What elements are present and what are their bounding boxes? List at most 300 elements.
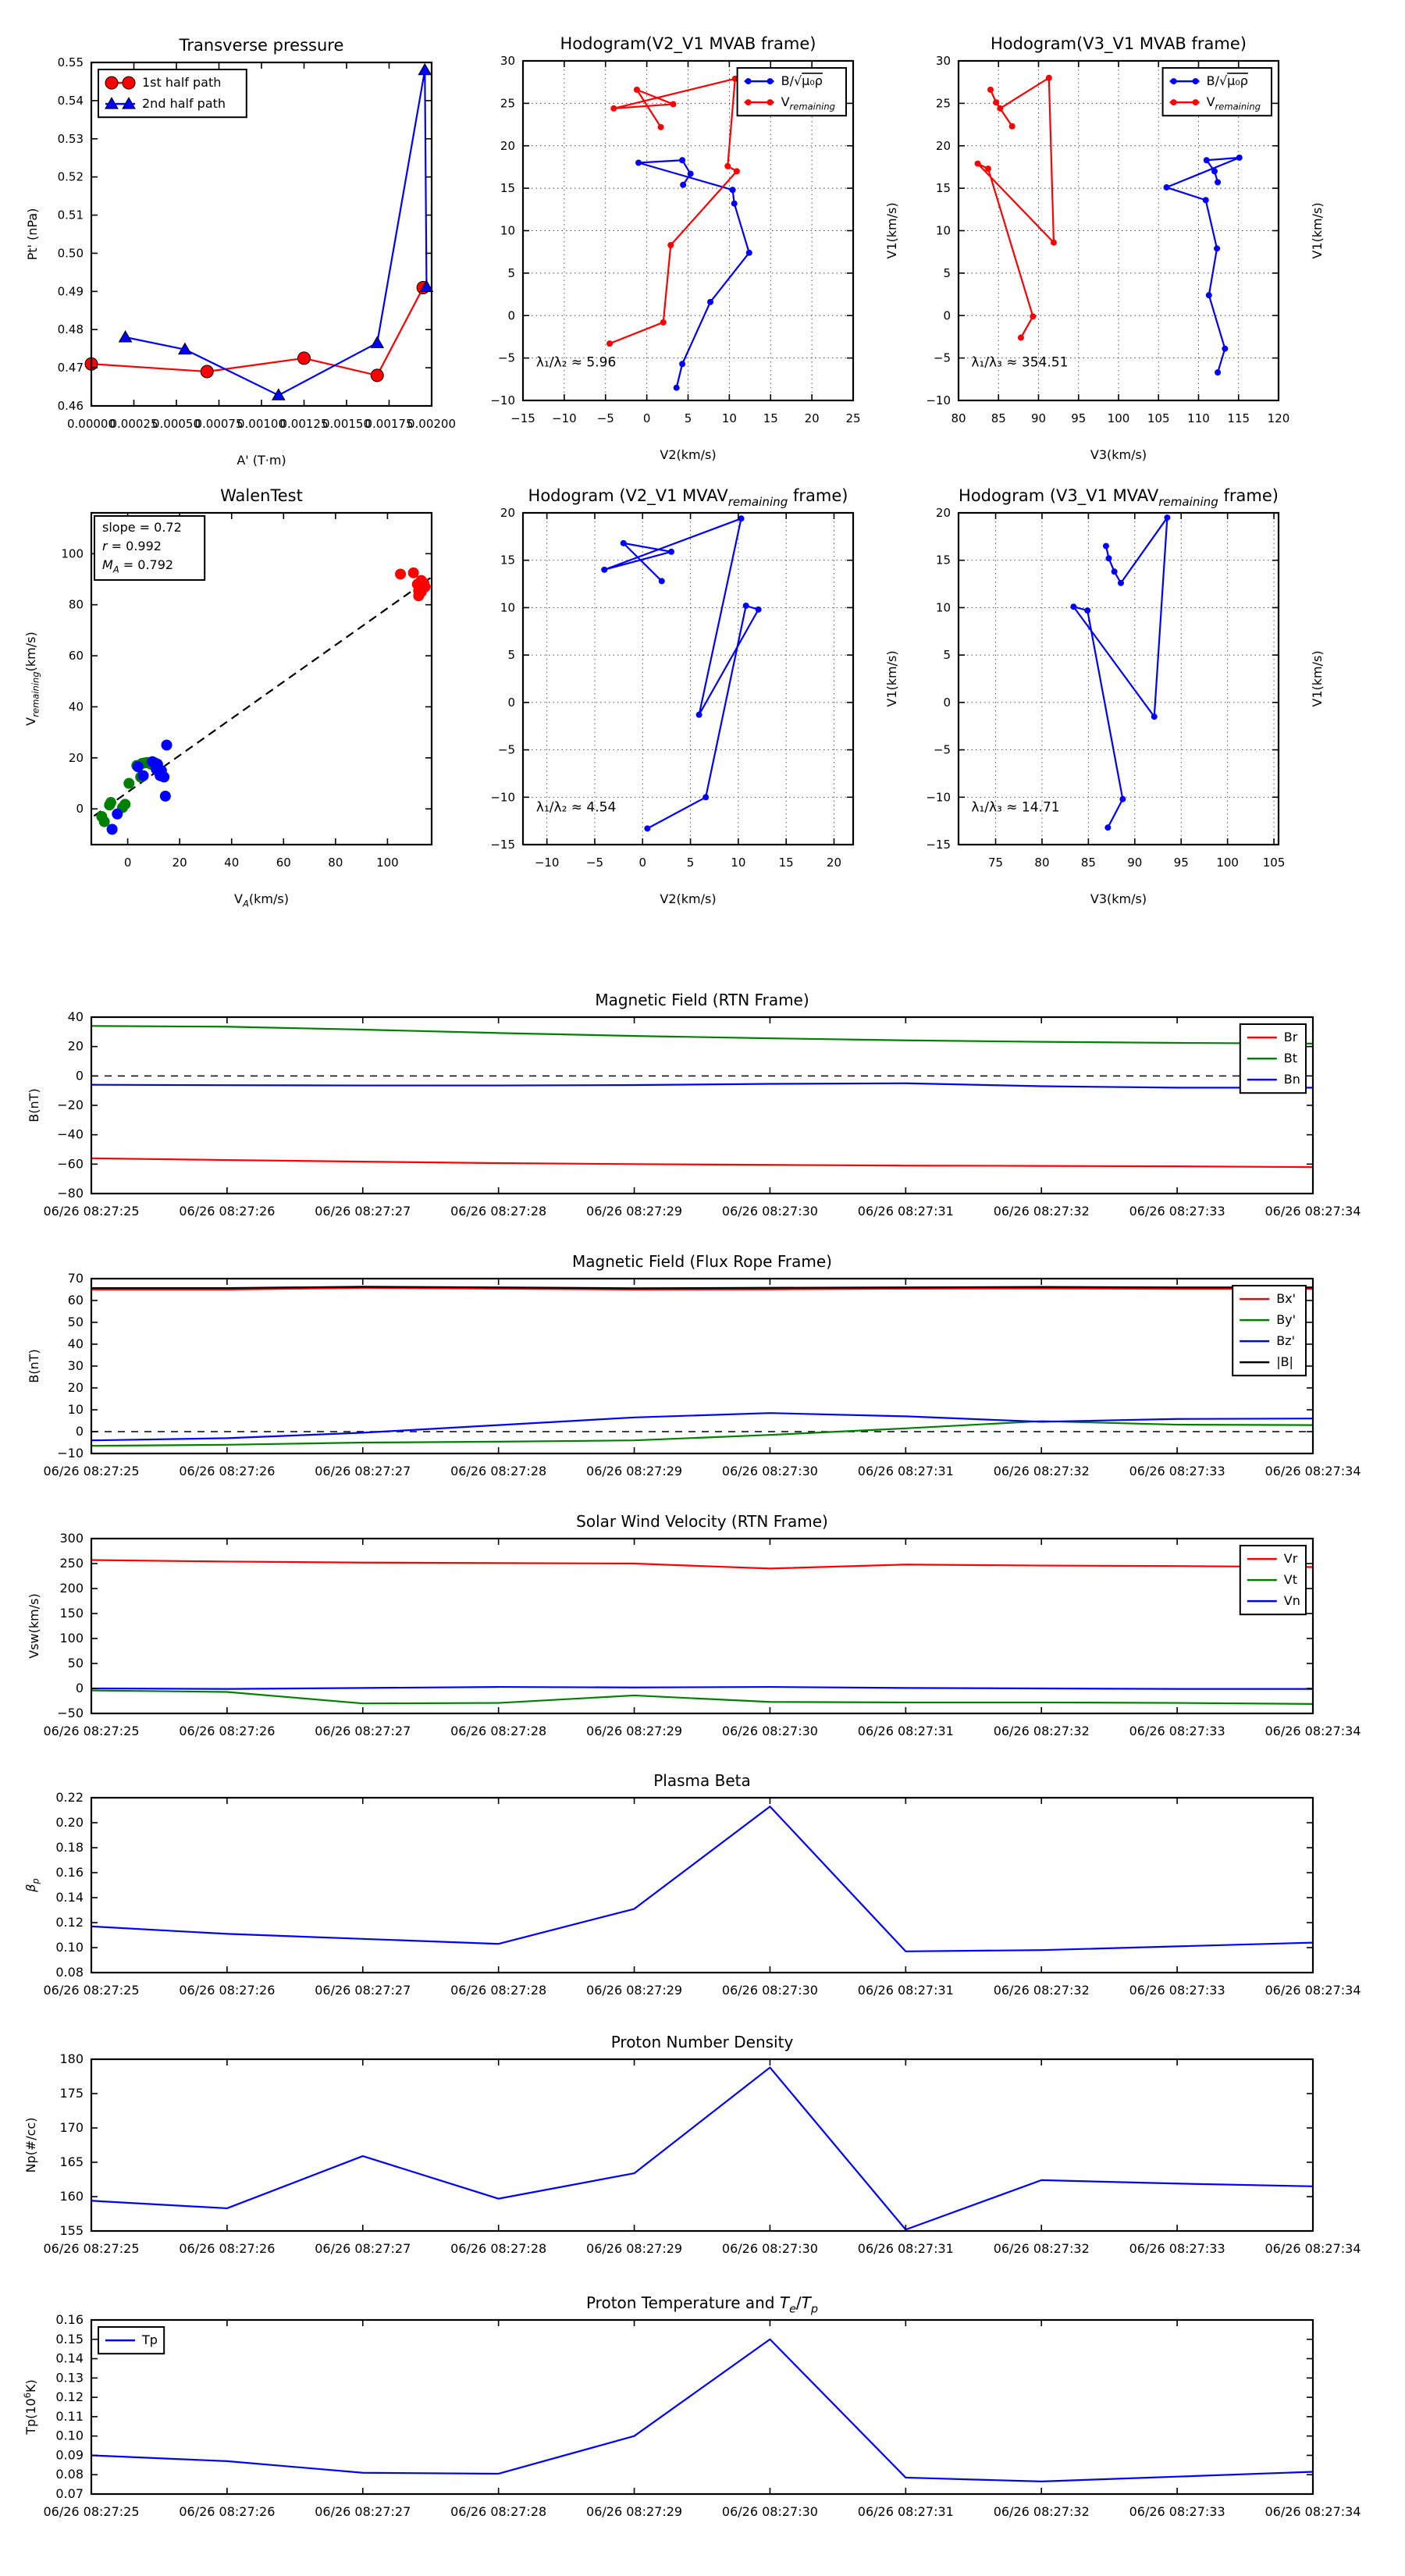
y-tick-label: 155 [59, 2223, 84, 2238]
plot-hodogram-v3v1-mvab [926, 34, 1325, 462]
x-tick-label: 06/26 08:27:34 [1264, 2504, 1361, 2519]
x-tick-label: 115 [1227, 411, 1250, 425]
x-tick-label: 100 [1216, 856, 1239, 870]
plot-title: Hodogram(V2_V1 MVAB frame) [560, 34, 816, 53]
y-tick-label: 0 [75, 1424, 84, 1439]
y-tick-label: 80 [68, 597, 84, 612]
x-tick-label: 95 [1173, 856, 1189, 870]
x-tick-label: 06/26 08:27:26 [179, 2241, 276, 2256]
series-Bz-prime [91, 1413, 1313, 1440]
x-tick-label: 06/26 08:27:33 [1129, 1204, 1225, 1219]
ticks [91, 1798, 1313, 1973]
x-tick-label: 06/26 08:27:26 [179, 1464, 276, 1478]
y-axis-label: Pt' (nPa) [25, 208, 40, 261]
plot-solar-wind-velocity [27, 1512, 1361, 1738]
y-tick-label: 0.52 [57, 169, 84, 184]
x-tick-label: 06/26 08:27:26 [179, 1724, 276, 1738]
legend [1163, 68, 1272, 116]
plot-title: Plasma Beta [653, 1771, 751, 1790]
x-tick-label: 80 [1034, 856, 1050, 870]
x-tick-label: 06/26 08:27:30 [721, 1983, 818, 1998]
y-tick-label: 0 [943, 695, 951, 710]
series-Vr [91, 1560, 1313, 1569]
x-tick-label: 06/26 08:27:28 [450, 2504, 547, 2519]
plot-title: Solar Wind Velocity (RTN Frame) [576, 1512, 828, 1531]
x-tick-label: 100 [376, 856, 399, 870]
x-tick-label: 120 [1267, 411, 1290, 425]
x-tick-label: 06/26 08:27:34 [1264, 1983, 1361, 1998]
annotation: λ₁/λ₃ ≈ 354.51 [971, 354, 1069, 371]
y-tick-label: 15 [935, 553, 951, 568]
x-tick-label: −15 [510, 411, 535, 425]
plot-hodogram-v3v1-mvav [926, 486, 1325, 906]
x-tick-label: 06/26 08:27:26 [179, 2504, 276, 2519]
x-tick-label: 06/26 08:27:31 [857, 2504, 954, 2519]
y-tick-label: −5 [497, 350, 515, 365]
y-tick-label: 10 [500, 223, 515, 238]
x-tick-label: 0 [642, 411, 651, 425]
x-tick-label: 06/26 08:27:28 [450, 1204, 547, 1219]
series-V-hodogram [601, 515, 761, 831]
x-tick-label: 06/26 08:27:25 [43, 1724, 140, 1738]
ticks [91, 1279, 1313, 1453]
y-tick-label: 250 [59, 1556, 84, 1571]
y-tick-label: 15 [500, 553, 515, 568]
legend-label: 2nd half path [142, 96, 226, 112]
y-axis-label: Np(#/cc) [23, 2117, 38, 2173]
y-tick-label: 0 [943, 308, 951, 323]
ticks [91, 2059, 1313, 2231]
series-beta-p [91, 1806, 1313, 1952]
plot-title: WalenTest [220, 486, 303, 505]
y-axis-label: Vsw(km/s) [27, 1593, 41, 1659]
x-tick-label: 06/26 08:27:34 [1264, 2241, 1361, 2256]
x-tick-label: 06/26 08:27:29 [586, 2504, 683, 2519]
x-axis-label: A' (T·m) [237, 453, 286, 468]
y-tick-label: 0.08 [55, 1965, 84, 1980]
ticks [959, 513, 1279, 845]
x-tick-label: 105 [1147, 411, 1170, 425]
x-tick-label: 06/26 08:27:32 [993, 2241, 1090, 2256]
y-tick-label: 300 [59, 1531, 84, 1546]
x-tick-label: 80 [951, 411, 966, 425]
x-tick-label: 75 [987, 856, 1004, 870]
plot-hodogram-v2v1-mvav [490, 486, 899, 906]
axes-frame [91, 1017, 1313, 1194]
y-tick-label: 5 [507, 648, 515, 663]
y-tick-label: −10 [926, 393, 951, 407]
x-tick-label: 0.00025 [109, 417, 158, 431]
y-tick-label: 0.10 [55, 1940, 84, 1955]
x-axis-label: V3(km/s) [1090, 891, 1147, 906]
y-axis-label: V1(km/s) [1310, 202, 1325, 259]
y-tick-label: 10 [67, 1402, 84, 1417]
y-tick-label: 10 [500, 600, 515, 615]
y-tick-label: −60 [57, 1156, 84, 1172]
x-tick-label: 06/26 08:27:31 [857, 2241, 954, 2256]
series-Tp [91, 2339, 1313, 2482]
y-tick-label: 0.11 [55, 2408, 84, 2424]
axes-frame [91, 1279, 1313, 1453]
x-tick-label: 06/26 08:27:32 [993, 1204, 1090, 1219]
y-tick-label: 25 [500, 96, 515, 111]
y-tick-label: 0.20 [55, 1815, 84, 1830]
y-tick-label: −10 [926, 790, 951, 805]
x-tick-label: 06/26 08:27:33 [1129, 1724, 1225, 1738]
x-tick-label: 25 [845, 411, 861, 425]
scatter-second-half-points [107, 740, 173, 835]
y-axis-label: $\beta_p$ [23, 1878, 41, 1892]
x-tick-label: 06/26 08:27:32 [993, 1983, 1090, 1998]
y-tick-label: 0.53 [57, 131, 84, 146]
x-tick-label: 0 [638, 856, 647, 870]
y-tick-label: 50 [67, 1656, 84, 1670]
scatter-outside-points [395, 568, 431, 601]
y-tick-label: 20 [500, 506, 515, 520]
annotation: λ₁/λ₃ ≈ 14.71 [971, 799, 1060, 816]
x-tick-label: −10 [552, 411, 577, 425]
y-tick-label: 0 [507, 308, 515, 323]
x-tick-label: 06/26 08:27:32 [993, 2504, 1090, 2519]
plot-title: Transverse pressure [179, 36, 344, 55]
x-tick-label: 40 [224, 856, 240, 870]
x-tick-label: 110 [1187, 411, 1210, 425]
y-tick-label: 60 [68, 649, 84, 664]
y-tick-label: 180 [59, 2051, 84, 2066]
y-tick-label: 0 [76, 802, 84, 817]
x-tick-label: 5 [684, 411, 692, 425]
stats-box [94, 516, 205, 580]
x-tick-label: 0.00075 [194, 417, 244, 431]
x-tick-label: 20 [804, 411, 820, 425]
y-tick-label: 100 [61, 546, 84, 561]
y-tick-label: −40 [57, 1126, 84, 1142]
y-tick-label: 30 [500, 54, 515, 68]
y-tick-label: −20 [57, 1098, 84, 1112]
axes-frame [91, 2320, 1313, 2494]
legend-label: 1st half path [142, 75, 222, 91]
plot-title: Hodogram (V3_V1 $MVAV_{remaining}$ frame) [959, 486, 1279, 509]
y-tick-label: −10 [490, 790, 515, 805]
y-tick-label: −80 [57, 1186, 84, 1201]
y-tick-label: 40 [68, 699, 84, 714]
y-tick-label: 25 [935, 96, 951, 111]
y-tick-label: 15 [500, 181, 515, 196]
y-tick-label: −10 [490, 393, 515, 407]
plot-magnetic-field-flux-rope [27, 1252, 1361, 1478]
y-tick-label: −50 [57, 1706, 84, 1720]
x-tick-label: 20 [826, 856, 842, 870]
y-tick-label: 200 [59, 1581, 84, 1596]
y-tick-label: 15 [935, 181, 951, 196]
y-tick-label: 170 [59, 2120, 84, 2135]
x-tick-label: 0.00050 [151, 417, 201, 431]
series-V-remaining-hodogram [975, 75, 1057, 341]
x-axis-label: V3(km/s) [1090, 447, 1147, 462]
x-tick-label: 95 [1071, 411, 1087, 425]
y-tick-label: 40 [67, 1009, 84, 1024]
y-tick-label: 20 [935, 506, 951, 520]
y-tick-label: 0.47 [57, 361, 84, 375]
y-axis-label: V1(km/s) [884, 650, 899, 707]
y-tick-label: 0.14 [55, 2350, 84, 2366]
x-tick-label: 06/26 08:27:33 [1129, 1464, 1225, 1478]
x-tick-label: 06/26 08:27:30 [721, 1204, 818, 1219]
y-tick-label: 10 [935, 600, 951, 615]
legend-label: Bn [1283, 1072, 1300, 1087]
x-tick-label: 06/26 08:27:33 [1129, 1983, 1225, 1998]
x-tick-label: 0.00125 [279, 417, 329, 431]
x-axis-label: V2(km/s) [660, 891, 717, 906]
y-tick-label: −10 [57, 1446, 84, 1461]
x-tick-label: 06/26 08:27:29 [586, 1983, 683, 1998]
x-tick-label: 06/26 08:27:31 [857, 1464, 954, 1478]
x-tick-label: 0.00000 [66, 417, 116, 431]
x-tick-label: 5 [686, 856, 695, 870]
x-tick-label: 06/26 08:27:26 [179, 1983, 276, 1998]
x-tick-label: 06/26 08:27:34 [1264, 1464, 1361, 1478]
plot-plasma-beta [23, 1771, 1361, 1998]
y-tick-label: 160 [59, 2189, 84, 2204]
legend-label: Bx' [1276, 1291, 1297, 1307]
scatter-first-half-points [96, 757, 156, 827]
x-tick-label: 10 [731, 856, 746, 870]
y-tick-label: 0.12 [55, 1915, 84, 1930]
y-tick-label: 0.22 [55, 1790, 84, 1805]
x-tick-label: 06/26 08:27:27 [315, 1724, 411, 1738]
series-B-hodogram [635, 157, 752, 390]
legend-label: B/√μ₀ρ [781, 73, 823, 89]
series-Bn [91, 1083, 1313, 1088]
y-tick-label: 165 [59, 2154, 84, 2169]
x-tick-label: 100 [1107, 411, 1130, 425]
y-axis-label: V1(km/s) [884, 202, 899, 259]
y-tick-label: 175 [59, 2086, 84, 2101]
legend-label: Bz' [1276, 1333, 1295, 1349]
y-tick-label: 0.46 [57, 399, 84, 413]
x-tick-label: 06/26 08:27:27 [315, 1464, 411, 1478]
x-tick-label: 06/26 08:27:29 [586, 2241, 683, 2256]
y-axis-label: $Tp(10^6K)$ [21, 2379, 38, 2435]
y-axis-label: V1(km/s) [1310, 650, 1325, 707]
y-tick-label: 0.55 [57, 55, 84, 69]
y-tick-label: 20 [67, 1038, 84, 1054]
x-tick-label: 06/26 08:27:28 [450, 1724, 547, 1738]
x-tick-label: 80 [328, 856, 343, 870]
x-tick-label: 85 [1080, 856, 1096, 870]
series-V-hodogram [1070, 514, 1170, 831]
series-V-remaining-hodogram [606, 76, 740, 347]
y-tick-label: 20 [68, 750, 84, 765]
y-tick-label: 20 [935, 138, 951, 153]
x-tick-label: −5 [585, 856, 604, 870]
y-tick-label: 0.09 [55, 2447, 84, 2463]
series-Vn [91, 1687, 1313, 1689]
y-tick-label: −5 [497, 742, 515, 757]
y-tick-label: 10 [935, 223, 951, 238]
plot-title: Magnetic Field (Flux Rope Frame) [572, 1252, 832, 1271]
x-tick-label: 15 [778, 856, 794, 870]
y-tick-label: −15 [926, 838, 951, 852]
x-tick-label: 06/26 08:27:33 [1129, 2241, 1225, 2256]
x-tick-label: 06/26 08:27:25 [43, 1983, 140, 1998]
y-tick-label: 0.16 [55, 2312, 84, 2327]
legend [98, 2327, 164, 2354]
series-1st half path [85, 281, 429, 381]
y-tick-label: 60 [67, 1293, 84, 1308]
x-tick-label: 06/26 08:27:30 [721, 1724, 818, 1738]
legend-label: B/√μ₀ρ [1206, 73, 1248, 89]
x-tick-label: 85 [991, 411, 1006, 425]
x-axis-label: $V_A(km/s)$ [234, 891, 289, 909]
y-tick-label: 0.50 [57, 246, 84, 261]
y-tick-label: 70 [67, 1271, 84, 1286]
y-tick-label: 0.12 [55, 2389, 84, 2405]
series-B-hodogram [1164, 155, 1243, 375]
axes-frame [91, 1798, 1313, 1973]
x-tick-label: 90 [1127, 856, 1143, 870]
x-tick-label: 15 [763, 411, 778, 425]
x-tick-label: −5 [596, 411, 614, 425]
x-tick-label: 06/26 08:27:28 [450, 2241, 547, 2256]
y-tick-label: 0.18 [55, 1840, 84, 1855]
plot-title: Magnetic Field (RTN Frame) [595, 991, 809, 1009]
stats-line: slope = 0.72 [102, 520, 182, 535]
series-Np [91, 2068, 1313, 2230]
y-tick-label: 5 [507, 265, 515, 280]
x-tick-label: 06/26 08:27:29 [586, 1464, 683, 1478]
legend [1240, 1546, 1306, 1614]
legend-label: By' [1276, 1312, 1297, 1328]
x-tick-label: 90 [1030, 411, 1047, 425]
y-tick-label: 100 [59, 1631, 84, 1646]
grid [959, 513, 1279, 845]
x-tick-label: 06/26 08:27:28 [450, 1983, 547, 1998]
legend [1240, 1024, 1306, 1093]
y-tick-label: 0.54 [57, 93, 84, 108]
x-tick-label: 06/26 08:27:27 [315, 2504, 411, 2519]
legend [738, 68, 846, 116]
legend-label: Vn [1283, 1593, 1300, 1609]
x-axis-label: V2(km/s) [660, 447, 717, 462]
y-tick-label: 0.10 [55, 2428, 84, 2443]
y-tick-label: 0 [75, 1681, 84, 1695]
x-tick-label: 0.00150 [322, 417, 372, 431]
x-tick-label: 06/26 08:27:30 [721, 2504, 818, 2519]
y-tick-label: 5 [943, 648, 951, 663]
y-tick-label: 40 [67, 1336, 84, 1351]
plot-walen-test [23, 486, 432, 909]
grid [523, 513, 853, 845]
plot-title: Proton Temperature and $T_e/T_p$ [585, 2293, 819, 2316]
ticks [91, 1017, 1313, 1194]
plot-title: Hodogram(V3_V1 MVAB frame) [991, 34, 1247, 53]
legend-label: |B| [1276, 1354, 1293, 1370]
ticks [523, 513, 853, 845]
y-tick-label: 0.08 [55, 2467, 84, 2482]
y-tick-label: 0.14 [55, 1890, 84, 1905]
y-tick-label: 30 [935, 54, 951, 68]
plot-hodogram-v2v1-mvab [490, 34, 899, 462]
y-tick-label: −5 [933, 350, 951, 365]
x-tick-label: 06/26 08:27:30 [721, 2241, 818, 2256]
y-tick-label: 5 [943, 265, 951, 280]
y-axis-label: B(nT) [27, 1349, 41, 1383]
annotation: λ₁/λ₂ ≈ 5.96 [535, 354, 617, 371]
plot-proton-number-density [23, 2033, 1361, 2256]
y-tick-label: 150 [59, 1606, 84, 1621]
series-Bt [91, 1026, 1313, 1044]
y-axis-label: B(nT) [27, 1088, 41, 1123]
legend [98, 69, 247, 117]
x-tick-label: 0.00175 [365, 417, 414, 431]
legend-label: $V_{remaining}$ [781, 94, 835, 112]
legend-label: Br [1283, 1030, 1298, 1045]
y-axis-label: $V_{remaining}(km/s)$ [23, 632, 41, 726]
x-tick-label: 06/26 08:27:32 [993, 1724, 1090, 1738]
annotation: λ₁/λ₂ ≈ 4.54 [535, 799, 617, 816]
series-B-magnitude [91, 1286, 1313, 1288]
axes-frame [91, 2059, 1313, 2231]
x-tick-label: −10 [534, 856, 560, 870]
y-tick-label: −15 [490, 838, 515, 852]
y-tick-label: 0.15 [55, 2331, 84, 2347]
plot-magnetic-field-rtn [27, 991, 1361, 1219]
x-tick-label: 06/26 08:27:29 [586, 1724, 683, 1738]
x-tick-label: 06/26 08:27:28 [450, 1464, 547, 1478]
legend-label: Tp [142, 2332, 158, 2348]
y-tick-label: 20 [500, 138, 515, 153]
x-tick-label: 06/26 08:27:34 [1264, 1204, 1361, 1219]
series-Vt [91, 1691, 1313, 1704]
plot-transverse-pressure [25, 36, 456, 468]
x-tick-label: 06/26 08:27:27 [315, 2241, 411, 2256]
x-tick-label: 06/26 08:27:30 [721, 1464, 818, 1478]
x-tick-label: 06/26 08:27:31 [857, 1204, 954, 1219]
legend-label: Bt [1283, 1051, 1298, 1066]
x-tick-label: 0.00100 [237, 417, 286, 431]
x-tick-label: 06/26 08:27:27 [315, 1983, 411, 1998]
y-tick-label: 0.49 [57, 284, 84, 299]
x-tick-label: 06/26 08:27:32 [993, 1464, 1090, 1478]
series-By-prime [91, 1421, 1313, 1446]
x-tick-label: 06/26 08:27:34 [1264, 1724, 1361, 1738]
x-tick-label: 06/26 08:27:25 [43, 1464, 140, 1478]
y-tick-label: 0.16 [55, 1865, 84, 1880]
plot-proton-temperature [22, 2293, 1361, 2519]
x-tick-label: 06/26 08:27:27 [315, 1204, 411, 1219]
x-tick-label: 06/26 08:27:31 [857, 1724, 954, 1738]
axes-frame [959, 513, 1279, 845]
y-tick-label: 0.13 [55, 2370, 84, 2386]
y-tick-label: 0 [507, 695, 515, 710]
x-tick-label: 0 [123, 856, 132, 870]
legend-label: Vr [1283, 1551, 1298, 1567]
stats-line: $M_A = 0.792$ [102, 557, 174, 575]
x-tick-label: 10 [721, 411, 737, 425]
series-Br [91, 1158, 1313, 1167]
y-tick-label: −5 [933, 742, 951, 757]
x-tick-label: 06/26 08:27:33 [1129, 2504, 1225, 2519]
x-tick-label: 105 [1262, 856, 1286, 870]
x-tick-label: 06/26 08:27:25 [43, 1204, 140, 1219]
x-tick-label: 20 [172, 856, 187, 870]
x-tick-label: 06/26 08:27:29 [586, 1204, 683, 1219]
legend-label: $V_{remaining}$ [1206, 94, 1261, 112]
y-tick-label: 0.07 [55, 2486, 84, 2501]
y-tick-label: 0.48 [57, 322, 84, 337]
y-tick-label: 0.51 [57, 208, 84, 222]
